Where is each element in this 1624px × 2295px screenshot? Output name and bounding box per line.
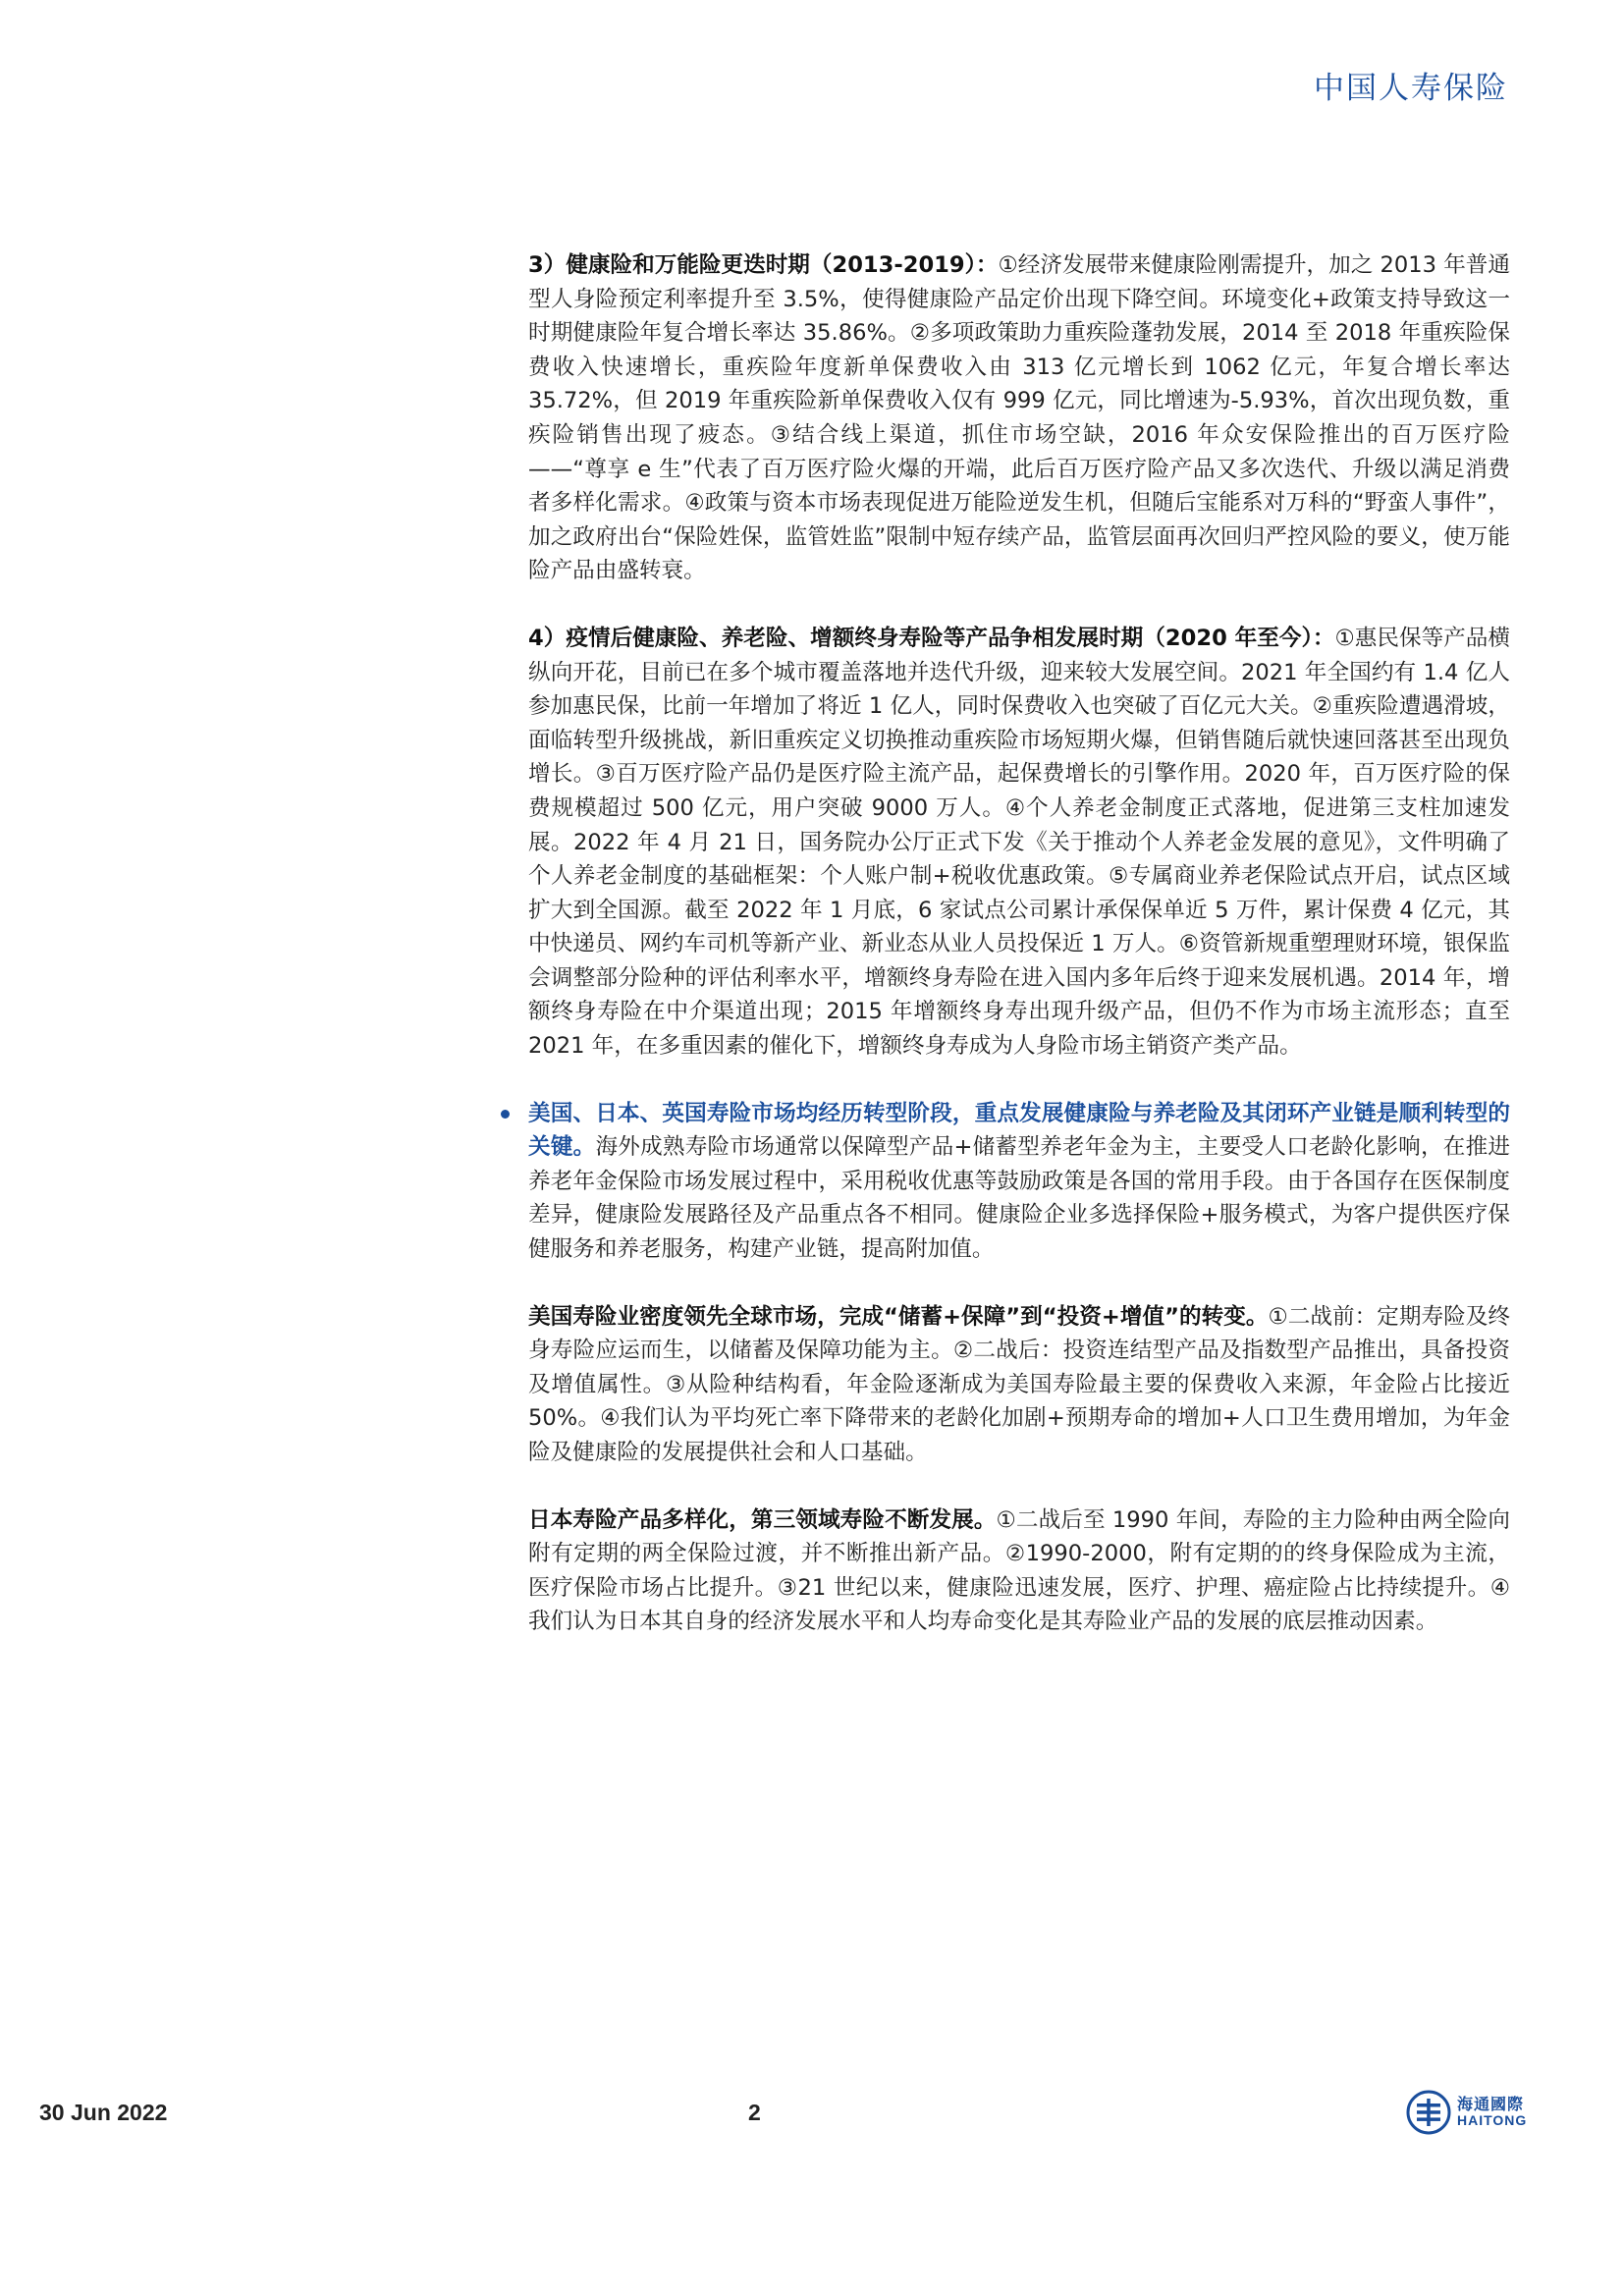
report-body <box>528 248 1510 1672</box>
section-body: ①二战前：定期寿险及终身寿险应运而生，以储蓄及保障功能为主。②二战后：投资连结型产品及指数型产品推出，具备投资及增值属性。③从险种结构看，年金险逐渐成为美国寿险最主要的保费收入来源，年金险占比接近 50%。④我们认为平均死亡率下降带来的老龄化加剧+预期寿命的增加+人口卫生费用增加，为年金险及健康险的发展提供社会和人口基础。 <box>528 1303 1510 1465</box>
section-lead: 美国寿险业密度领先全球市场，完成“储蓄+保障”到“投资+增值”的转变。 <box>528 1303 1269 1330</box>
bullet-dot-icon <box>501 1110 510 1119</box>
haitong-logo-icon <box>1406 2090 1451 2135</box>
section-health-universal <box>528 248 1510 588</box>
header-company-title: 中国人寿保险 <box>1314 71 1508 106</box>
section-post-pandemic <box>528 622 1510 1064</box>
section-body: ①惠民保等产品横纵向开花，目前已在多个城市覆盖落地并迭代升级，迎来较大发展空间。2021 年全国约有 1.4 亿人参加惠民保，比前一年增加了将近 1 亿人，同时保费收入也突破了百亿元大关。②重疾险遭遇滑坡，面临转型升级挑战，新旧重疾定义切换推动重疾险市场短期火爆，但销售随后就快速回落甚至出现负增长。③百万医疗险产品仍是医疗险主流产品，起保费增长的引擎作用。2020 年，百万医疗险的保费规模超过 500 亿元，用户突破 9000 万人。④个人养老金制度正式落地，促进第三支柱加速发展。2022 年 4 月 21 日，国务院办公厅正式下发《关于推动个人养老金发展的意见》，文件明确了个人养老金制度的基础框架：个人账户制+税收优惠政策。⑤专属商业养老保险试点开启，试点区域扩大到全国源。截至 2022 年 1 月底，6 家试点公司累计承保保单近 5 万件，累计保费 4 亿元，其中快递员、网约车司机等新产业、新业态从业人员投保近 1 万人。⑥资管新规重塑理财环境，银保监会调整部分险种的评估利率水平，增额终身寿险在进入国内多年后终于迎来发展机遇。2014 年，增额终身寿险在中介渠道出现；2015 年增额终身寿出现升级产品，但仍不作为市场主流形态；直至 2021 年，在多重因素的催化下，增额终身寿成为人身险市场主销资产类产品。 <box>528 625 1511 1060</box>
logo-text-cn: 海通國際 <box>1457 2095 1525 2113</box>
section-us-market <box>528 1300 1510 1470</box>
footer-date: 30 Jun 2022 <box>39 2100 168 2125</box>
section-overseas <box>528 1097 1510 1267</box>
section-lead: 3）健康险和万能险更迭时期（2013-2019）： <box>528 252 999 278</box>
logo-text-en: HAITONG <box>1457 2112 1528 2128</box>
section-lead: 美国、日本、英国寿险市场均经历转型阶段，重点发展健康险与养老险及其闭环产业链是顺利转型的关键。 <box>528 1100 1510 1161</box>
section-body: ①经济发展带来健康险刚需提升，加之 2013 年普通型人身险预定利率提升至 3.5%，使得健康险产品定价出现下降空间。环境变化+政策支持导致这一时期健康险年复合增长率达 35.86%。②多项政策助力重疾险蓬勃发展，2014 至 2018 年重疾险保费收入快速增长，重疾险年度新单保费收入由 313 亿元增长到 1062 亿元，年复合增长率达 35.72%，但 2019 年重疾险新单保费收入仅有 999 亿元，同比增速为-5.93%，首次出现负数，重疾险销售出现了疲态。③结合线上渠道，抓住市场空缺，2016 年众安保险推出的百万医疗险——“尊享 e 生”代表了百万医疗险火爆的开端，此后百万医疗险产品又多次迭代、升级以满足消费者多样化需求。④政策与资本市场表现促进万能险逆发生机，但随后宝能系对万科的“野蛮人事件”，加之政府出台“保险姓保，监管姓监”限制中短存续产品，监管层面再次回归严控风险的要义，使万能险产品由盛转衰。 <box>528 252 1510 584</box>
section-body: ①二战后至 1990 年间，寿险的主力险种由两全险向附有定期的两全保险过渡，并不断推出新产品。②1990-2000，附有定期的的终身保险成为主流，医疗保险市场占比提升。③21 世纪以来，健康险迅速发展，医疗、护理、癌症险占比持续提升。④我们认为日本其自身的经济发展水平和人均寿命变化是其寿险业产品的发展的底层推动因素。 <box>528 1506 1510 1635</box>
haitong-logo <box>1406 2090 1543 2135</box>
section-body: 海外成熟寿险市场通常以保障型产品+储蓄型养老年金为主，主要受人口老龄化影响，在推进养老年金保险市场发展过程中，采用税收优惠等鼓励政策是各国的常用手段。由于各国存在医保制度差异，健康险发展路径及产品重点各不相同。健康险企业多选择保险+服务模式，为客户提供医疗保健服务和养老服务，构建产业链，提高附加值。 <box>528 1134 1510 1263</box>
page-number: 2 <box>748 2100 761 2125</box>
bullet-overseas <box>528 1097 1510 1267</box>
section-lead: 日本寿险产品多样化，第三领域寿险不断发展。 <box>528 1506 997 1533</box>
section-japan-market <box>528 1503 1510 1639</box>
section-lead: 4）疫情后健康险、养老险、增额终身寿险等产品争相发展时期（2020 年至今）： <box>528 625 1335 651</box>
